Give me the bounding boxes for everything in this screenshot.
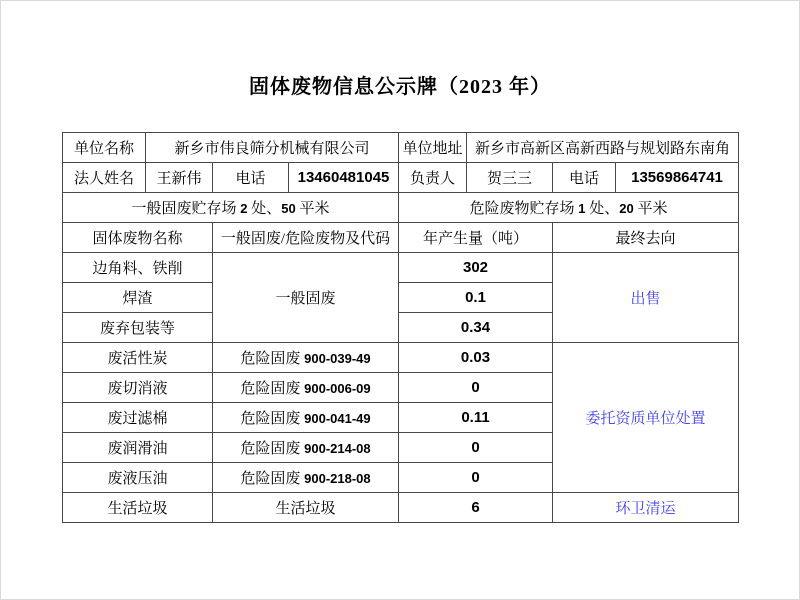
phone1-value: 13460481045 — [289, 163, 399, 193]
general-storage-cell: 一般固废贮存场 2 处、50 平米 — [63, 193, 399, 223]
legal-person-label: 法人姓名 — [63, 163, 146, 193]
unit-name-label: 单位名称 — [63, 133, 146, 163]
unit-address-value: 新乡市高新区高新西路与规划路东南角 — [467, 133, 739, 163]
storage-row — [63, 193, 739, 223]
waste-code-cell: 危险固废 900-006-09 — [213, 373, 399, 403]
table-row — [63, 493, 739, 523]
table-row — [63, 253, 739, 283]
legal-person-value: 王新伟 — [146, 163, 213, 193]
unit-row — [63, 133, 739, 163]
column-header-name: 固体废物名称 — [63, 223, 213, 253]
amount-cell: 0.34 — [399, 313, 553, 343]
responsible-label: 负责人 — [399, 163, 467, 193]
amount-cell: 0 — [399, 463, 553, 493]
column-header-code: 一般固废/危险废物及代码 — [213, 223, 399, 253]
waste-name-cell: 焊渣 — [63, 283, 213, 313]
table-header-row — [63, 223, 739, 253]
waste-code-cell: 危险固废 900-214-08 — [213, 433, 399, 463]
waste-type-cell: 一般固废 — [213, 253, 399, 343]
person-row — [63, 163, 739, 193]
amount-cell: 302 — [399, 253, 553, 283]
amount-cell: 6 — [399, 493, 553, 523]
waste-name-cell: 废弃包装等 — [63, 313, 213, 343]
unit-address-label: 单位地址 — [399, 133, 467, 163]
waste-code-cell: 危险固废 900-039-49 — [213, 343, 399, 373]
waste-name-cell: 生活垃圾 — [63, 493, 213, 523]
unit-name-value: 新乡市伟良筛分机械有限公司 — [146, 133, 399, 163]
waste-name-cell: 边角料、铁削 — [63, 253, 213, 283]
destination-cell: 委托资质单位处置 — [553, 343, 739, 493]
page-title: 固体废物信息公示牌（2023 年） — [249, 76, 551, 98]
hazard-storage-cell: 危险废物贮存场 1 处、20 平米 — [399, 193, 739, 223]
waste-name-cell: 废液压油 — [63, 463, 213, 493]
phone2-value: 13569864741 — [616, 163, 739, 193]
destination-cell: 出售 — [553, 253, 739, 343]
column-header-destination: 最终去向 — [553, 223, 739, 253]
amount-cell: 0.11 — [399, 403, 553, 433]
waste-code-cell: 生活垃圾 — [213, 493, 399, 523]
table-row — [63, 343, 739, 373]
destination-cell: 环卫清运 — [553, 493, 739, 523]
column-header-amount: 年产生量（吨） — [399, 223, 553, 253]
responsible-value: 贺三三 — [467, 163, 553, 193]
waste-code-cell: 危险固废 900-218-08 — [213, 463, 399, 493]
waste-name-cell: 废切消液 — [63, 373, 213, 403]
amount-cell: 0.1 — [399, 283, 553, 313]
waste-name-cell: 废活性炭 — [63, 343, 213, 373]
waste-name-cell: 废润滑油 — [63, 433, 213, 463]
waste-info-table — [62, 132, 739, 523]
waste-code-cell: 危险固废 900-041-49 — [213, 403, 399, 433]
phone2-label: 电话 — [553, 163, 616, 193]
amount-cell: 0 — [399, 373, 553, 403]
waste-name-cell: 废过滤棉 — [63, 403, 213, 433]
amount-cell: 0.03 — [399, 343, 553, 373]
phone1-label: 电话 — [213, 163, 289, 193]
amount-cell: 0 — [399, 433, 553, 463]
